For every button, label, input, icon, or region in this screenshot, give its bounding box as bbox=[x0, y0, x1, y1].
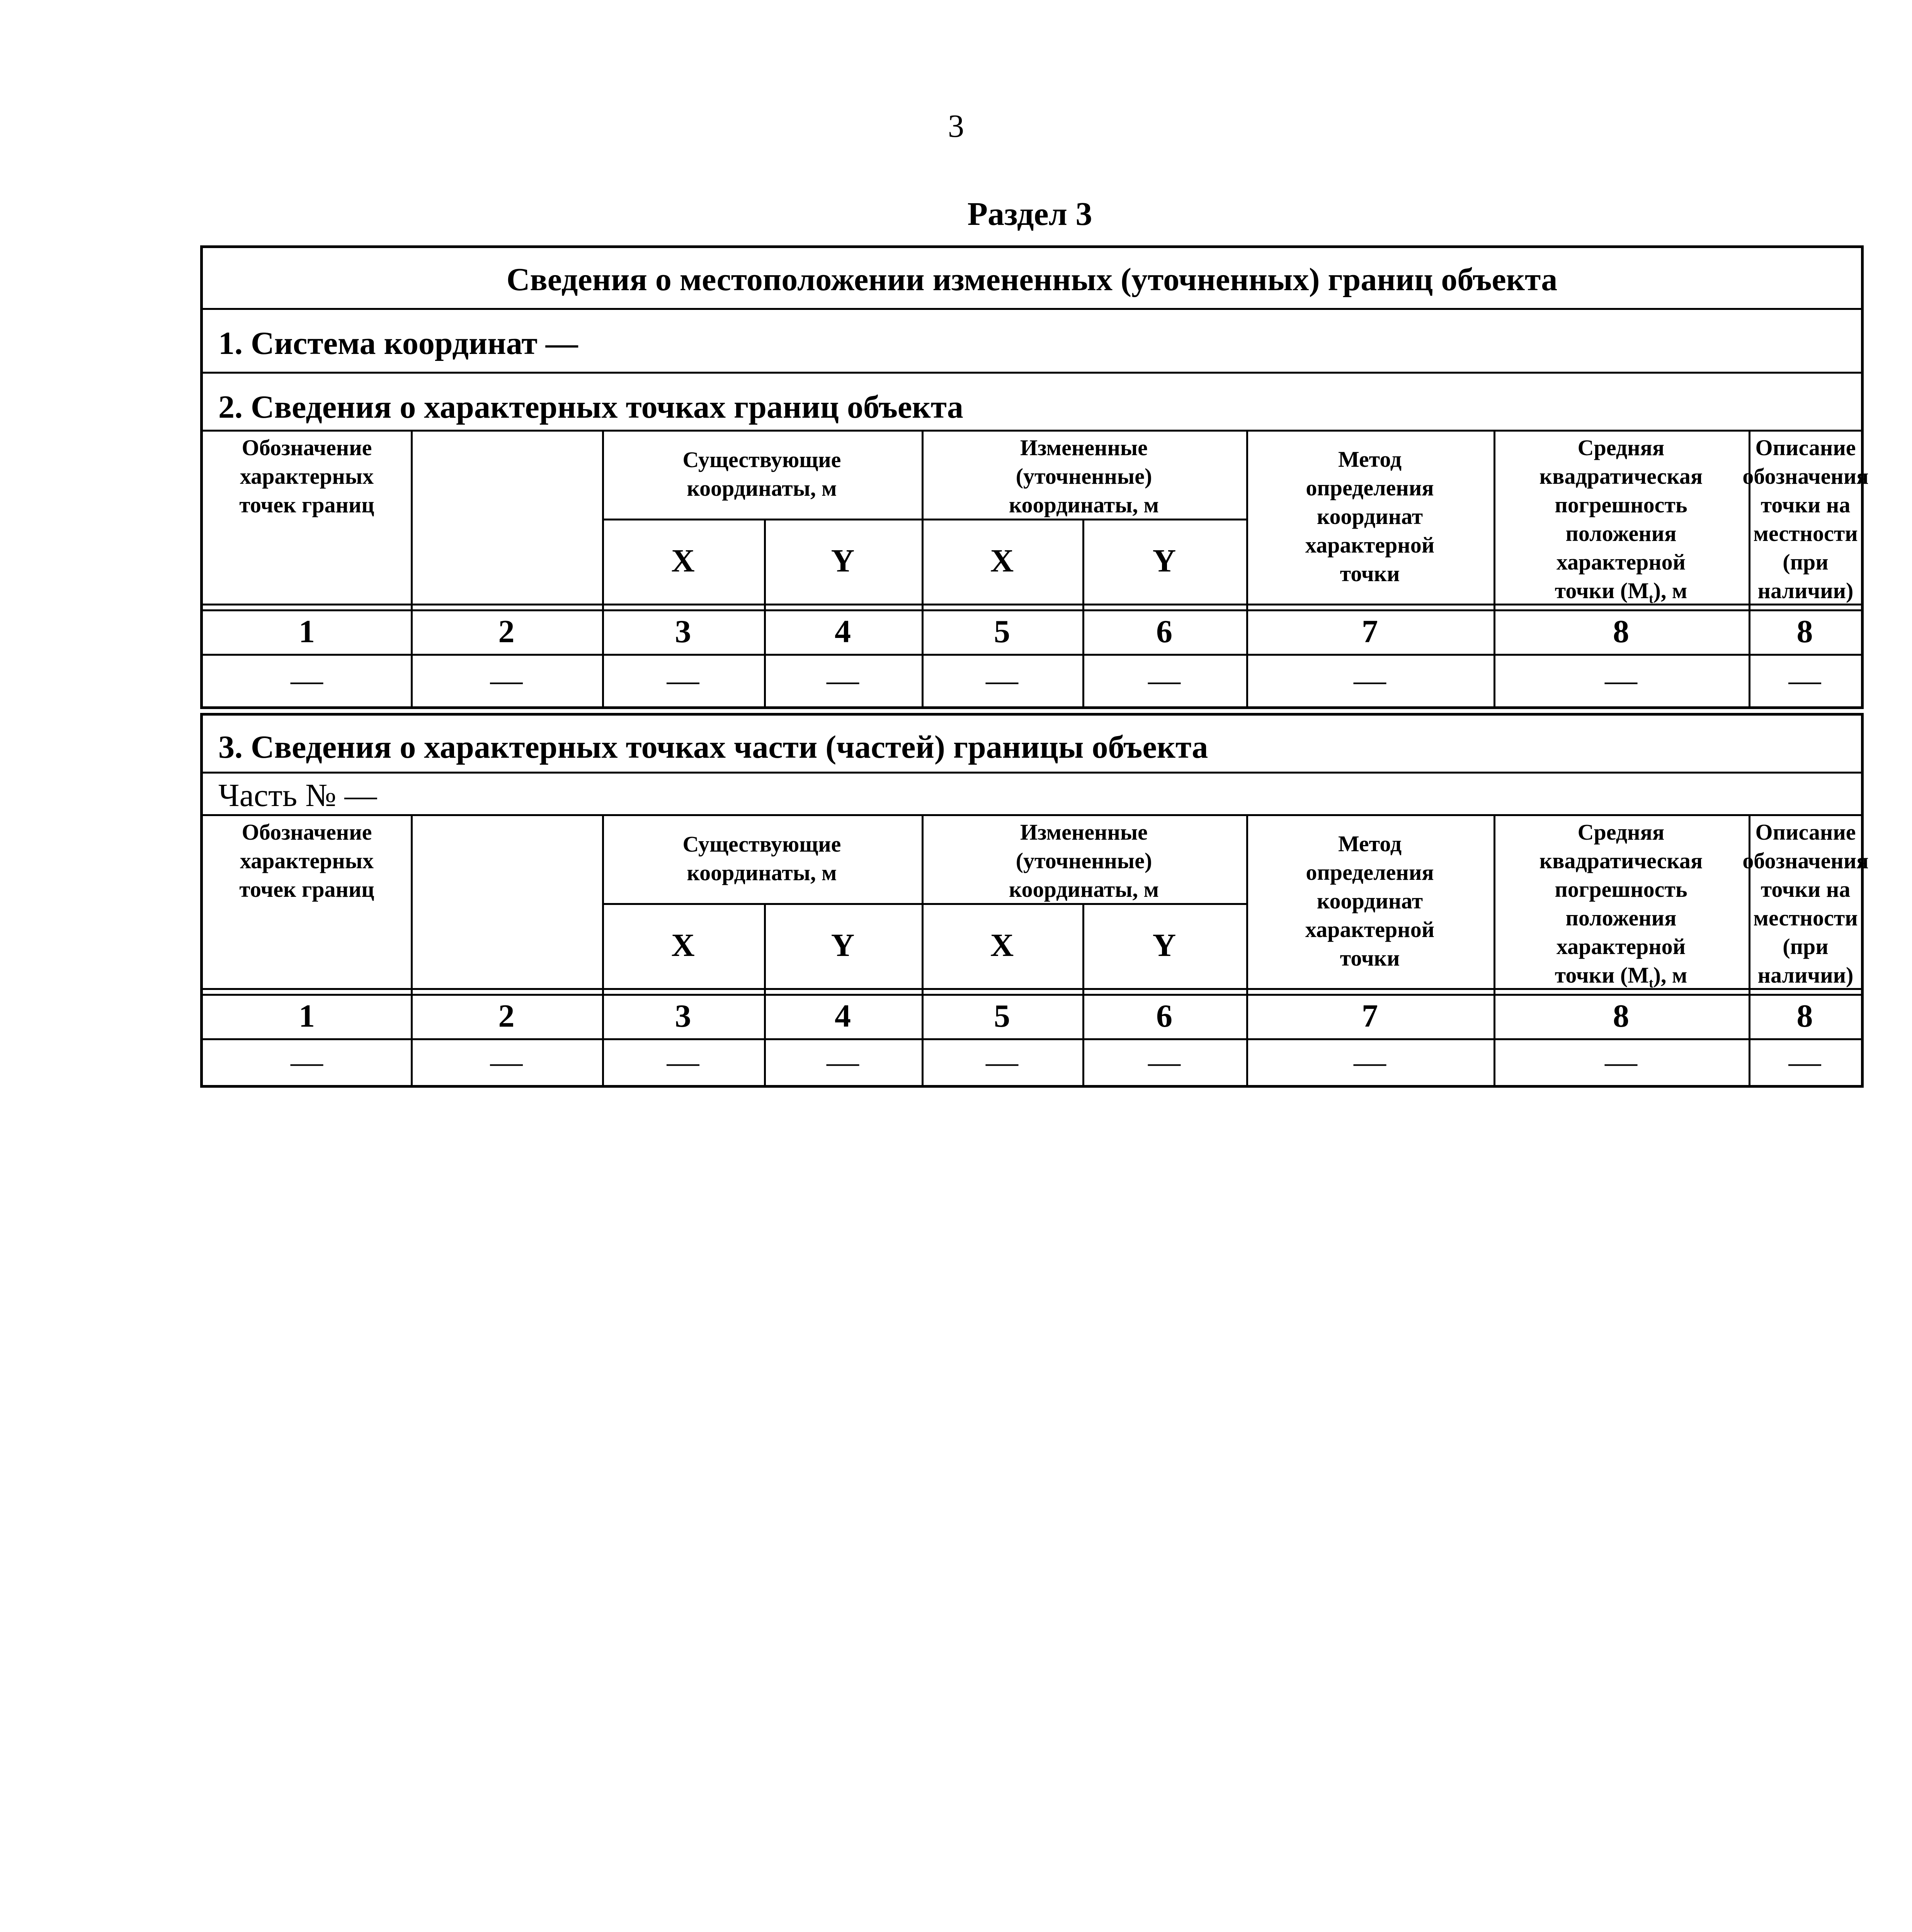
header-changed-coords: Измененные (уточненные) координаты, м bbox=[1009, 435, 1159, 517]
col-number: 3 bbox=[675, 998, 691, 1034]
empty-cell: — bbox=[667, 662, 699, 698]
section-title: Раздел 3 bbox=[967, 195, 1092, 232]
col-number: 4 bbox=[835, 998, 851, 1034]
col-number: 8 bbox=[1796, 613, 1813, 650]
empty-cell: — bbox=[291, 1044, 323, 1080]
header-existing-coords: Существующие координаты, м bbox=[682, 832, 841, 885]
header-mean-error bbox=[1494, 818, 1749, 991]
header-method: Метод определения координат характерной точки bbox=[1305, 447, 1435, 586]
col-number: 6 bbox=[1156, 998, 1172, 1034]
header-point-designation: Обозначение характерных точек границ bbox=[239, 435, 374, 517]
axis-y-changed: Y bbox=[1152, 543, 1176, 579]
col-number: 8 bbox=[1613, 998, 1629, 1034]
points-section-title: 2. Сведения о характерных точках границ объекта bbox=[218, 389, 963, 425]
header-mean-error bbox=[1494, 434, 1749, 604]
empty-cell: — bbox=[1788, 662, 1821, 698]
axis-x-existing: X bbox=[671, 543, 695, 579]
empty-cell: — bbox=[1605, 1044, 1637, 1080]
points-grid bbox=[203, 430, 1869, 712]
part-number-line: Часть № — bbox=[218, 777, 377, 813]
empty-cell: — bbox=[986, 662, 1018, 698]
empty-cell: — bbox=[291, 662, 323, 698]
table-main-title: Сведения о местоположении измененных (уточненных) границ объекта bbox=[506, 262, 1558, 298]
col-number: 3 bbox=[675, 613, 691, 650]
axis-x-changed: X bbox=[990, 543, 1014, 579]
header-changed-coords: Измененные (уточненные) координаты, м bbox=[1009, 820, 1159, 902]
header-existing-coords: Существующие координаты, м bbox=[682, 447, 841, 501]
col-number: 1 bbox=[299, 613, 315, 650]
empty-cell: — bbox=[986, 1044, 1018, 1080]
col-number: 5 bbox=[994, 613, 1010, 650]
header-mean-error-text: Средняя квадратическая погрешность положения характерной точки $(M_t)$, м bbox=[1539, 435, 1703, 606]
boundary-table-main bbox=[200, 245, 1869, 709]
axis-y-existing: Y bbox=[831, 543, 855, 579]
col-number: 1 bbox=[299, 998, 315, 1034]
col-number: 8 bbox=[1796, 998, 1813, 1034]
coord-system-line: 1. Система координат — bbox=[218, 325, 578, 361]
col-number: 7 bbox=[1362, 613, 1378, 650]
boundary-table-part bbox=[200, 713, 1869, 1088]
empty-cell: — bbox=[1148, 1044, 1181, 1080]
empty-cell: — bbox=[667, 1044, 699, 1080]
part-section-title: 3. Сведения о характерных точках части (частей) границы объекта bbox=[218, 729, 1208, 765]
empty-cell: — bbox=[1605, 662, 1637, 698]
col-number: 6 bbox=[1156, 613, 1172, 650]
header-mean-error-text: Средняя квадратическая погрешность положения характерной точки $(M_t)$, м bbox=[1539, 820, 1703, 991]
empty-cell: — bbox=[490, 1044, 523, 1080]
col-number: 4 bbox=[835, 613, 851, 650]
empty-cell: — bbox=[827, 1044, 859, 1080]
col-number: 2 bbox=[498, 613, 515, 650]
empty-cell: — bbox=[1354, 1044, 1386, 1080]
col-number: 8 bbox=[1613, 613, 1629, 650]
axis-y-existing: Y bbox=[831, 927, 855, 963]
header-description: Описание обозначения точки на местности (при наличии) bbox=[1742, 820, 1869, 988]
header-point-designation: Обозначение характерных точек границ bbox=[239, 820, 374, 902]
axis-x-existing: X bbox=[671, 927, 695, 963]
page-number: 3 bbox=[948, 108, 964, 144]
empty-cell: — bbox=[490, 662, 523, 698]
axis-x-changed: X bbox=[990, 927, 1014, 963]
col-number: 5 bbox=[994, 998, 1010, 1034]
empty-cell: — bbox=[1148, 662, 1181, 698]
col-number: 2 bbox=[498, 998, 515, 1034]
header-description: Описание обозначения точки на местности (при наличии) bbox=[1742, 435, 1869, 603]
header-method: Метод определения координат характерной точки bbox=[1305, 831, 1435, 971]
axis-y-changed: Y bbox=[1152, 927, 1176, 963]
empty-cell: — bbox=[1354, 662, 1386, 698]
part-points-grid bbox=[203, 814, 1869, 1090]
empty-cell: — bbox=[827, 662, 859, 698]
empty-cell: — bbox=[1788, 1044, 1821, 1080]
col-number: 7 bbox=[1362, 998, 1378, 1034]
